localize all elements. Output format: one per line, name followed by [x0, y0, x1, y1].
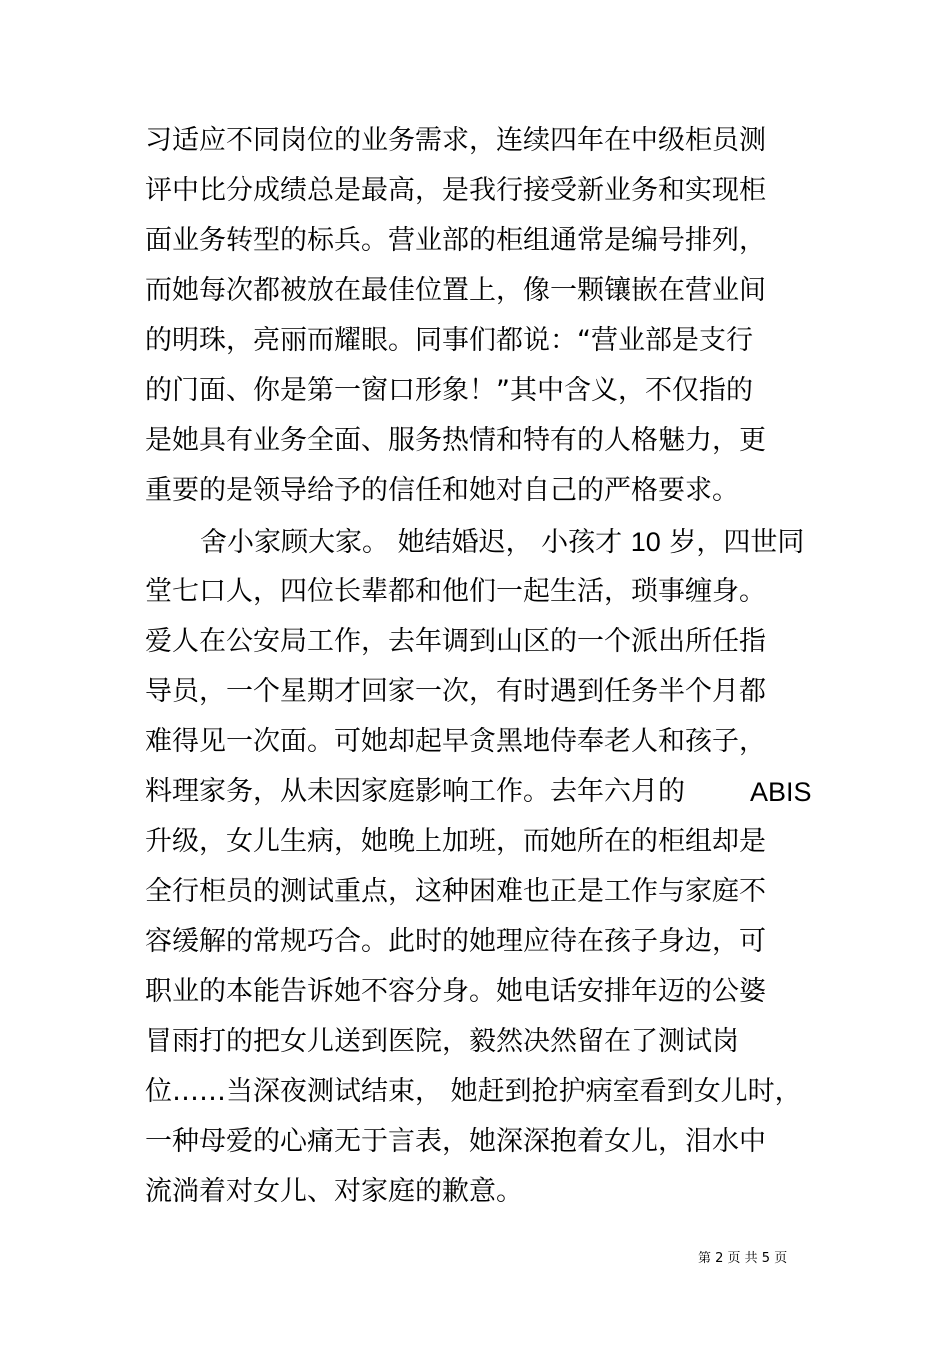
paragraph-2-line-8: 全行柜员的测试重点，这种困难也正是工作与家庭不 [145, 876, 766, 907]
paragraph-1-line-8: 重要的是领导给予的信任和她对自己的严格要求。 [145, 475, 739, 506]
paragraph-1-line-6: 的门面、你是第一窗口形象！”其中含义，不仅指的 [145, 375, 753, 406]
paragraph-1-line-4: 而她每次都被放在最佳位置上，像一颗镶嵌在营业间 [145, 275, 766, 306]
paragraph-2-line-5: 难得见一次面。可她却起早贪黑地侍奉老人和孩子， [145, 726, 766, 757]
paragraph-1-line-7: 是她具有业务全面、服务热情和特有的人格魅力，更 [145, 425, 766, 456]
paragraph-2-line-6: 料理家务，从未因家庭影响工作。去年六月的 [145, 776, 685, 807]
paragraph-2-line-13: 一种母爱的心痛无于言表，她深深抱着女儿，泪水中 [145, 1126, 766, 1157]
paragraph-2-line-9: 容缓解的常规巧合。此时的她理应待在孩子身边，可 [145, 926, 766, 957]
paragraph-2-line-10: 职业的本能告诉她不容分身。她电话安排年迈的公婆 [145, 976, 766, 1007]
paragraph-1-line-2: 评中比分成绩总是最高，是我行接受新业务和实现柜 [145, 175, 766, 206]
paragraph-2-line-1-part-a: 舍小家顾大家。 她结婚迟， 小孩才 [200, 527, 631, 558]
paragraph-1-line-5: 的明珠，亮丽而耀眼。同事们都说：“营业部是支行 [145, 325, 753, 356]
abis-term: ABIS [750, 777, 812, 807]
paragraph-2-line-1 [200, 526, 804, 559]
child-age-number: 10 [630, 527, 661, 557]
paragraph-1-line-1: 习适应不同岗位的业务需求，连续四年在中级柜员测 [145, 125, 766, 156]
paragraph-2-line-1-part-b: 岁，四世同 [660, 527, 805, 558]
paragraph-1-line-3: 面业务转型的标兵。营业部的柜组通常是编号排列， [145, 225, 766, 256]
paragraph-2-line-7: 升级，女儿生病，她晚上加班，而她所在的柜组却是 [145, 826, 766, 857]
page-number-footer: 第 2 页 共 5 页 [698, 1251, 788, 1266]
paragraph-2-line-12: 位……当深夜测试结束， 她赶到抢护病室看到女儿时， [145, 1076, 802, 1107]
paragraph-2-line-2: 堂七口人，四位长辈都和他们一起生活，琐事缠身。 [145, 576, 766, 607]
paragraph-2-line-11: 冒雨打的把女儿送到医院，毅然决然留在了测试岗 [145, 1026, 739, 1057]
paragraph-2-line-14: 流淌着对女儿、对家庭的歉意。 [145, 1176, 523, 1207]
paragraph-2-line-4: 导员，一个星期才回家一次，有时遇到任务半个月都 [145, 676, 766, 707]
paragraph-2-line-3: 爱人在公安局工作，去年调到山区的一个派出所任指 [145, 626, 766, 657]
